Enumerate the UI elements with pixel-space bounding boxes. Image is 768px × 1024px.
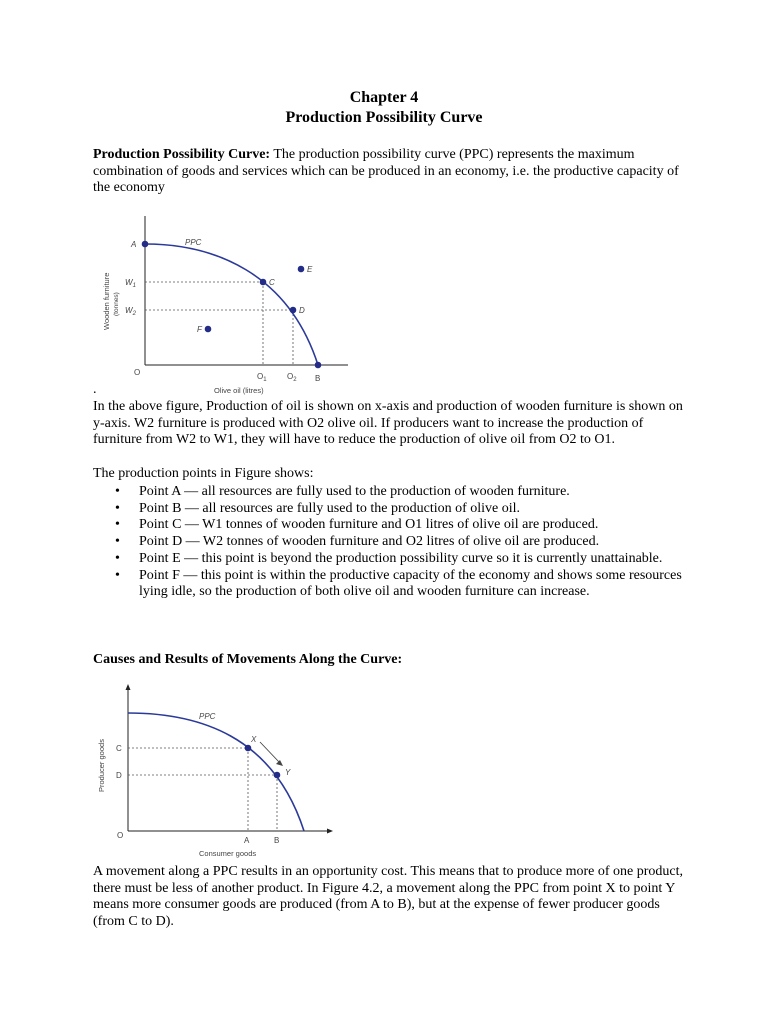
point-a-marker <box>142 241 149 248</box>
w1-tick-label: $W_1$ <box>125 278 136 289</box>
point-x-label: X <box>251 735 257 744</box>
list-item: • Point B — all resources are fully used to the production of olive oil. <box>115 500 521 516</box>
point-x-marker <box>245 745 252 752</box>
page-title: Production Possibility Curve <box>285 109 483 126</box>
origin-label: O <box>117 831 124 840</box>
figure1-caption-dot: . <box>93 382 97 397</box>
point-b-label: B <box>315 374 321 383</box>
point-b-marker <box>315 362 322 369</box>
figure-ppc-consumer-producer <box>93 680 343 862</box>
points-intro: The production points in Figure shows: <box>93 466 314 481</box>
y-axis-title: Producer goods <box>97 739 106 792</box>
bullet-icon: • <box>115 534 120 550</box>
bullet-icon: • <box>115 517 120 533</box>
point-d-marker <box>290 307 297 314</box>
point-a-label: A <box>131 240 137 249</box>
intro-term: Production Possibility Curve: <box>93 147 271 162</box>
origin-label: O <box>134 368 141 377</box>
point-f-marker <box>205 326 212 333</box>
o1-tick-label: $O_1$ <box>257 372 267 383</box>
x-axis-title: Olive oil (litres) <box>214 386 264 395</box>
x-axis-title: Consumer goods <box>199 849 257 858</box>
intro-text: The production possibility curve (PPC) represents the maximum combination of goods and services which can be produced in an economy, i.e. the productive capacity of the economy <box>93 147 679 196</box>
point-y-marker <box>274 772 281 779</box>
list-item: • Point F — this point is within the productive capacity of the economy and shows some resources lying idle, so the production of both olive oil and wooden furniture can increase. <box>115 567 682 600</box>
list-item: • Point D — W2 tonnes of wooden furniture and O2 litres of olive oil are produced. <box>115 534 600 550</box>
section-heading: Causes and Results of Movements Along the Curve: <box>93 652 403 667</box>
ppc-label: PPC <box>185 238 202 247</box>
y-axis-subtitle: (tonnes) <box>113 292 120 316</box>
point-c-label: C <box>269 278 275 287</box>
bullet-icon: • <box>115 500 120 516</box>
list-item: • Point E — this point is beyond the production possibility curve so it is currently unattainable. <box>115 550 663 566</box>
ppc-label: PPC <box>199 712 216 721</box>
point-e-marker <box>298 266 305 273</box>
intro-paragraph <box>93 147 683 197</box>
b-tick-label: B <box>274 836 280 845</box>
bullet-icon: • <box>115 484 120 499</box>
y-axis-title: Wooden furniture <box>102 272 111 330</box>
point-y-label: Y <box>285 768 291 777</box>
c-tick-label: C <box>116 744 122 753</box>
chapter-label: Chapter 4 <box>349 89 419 106</box>
movement-paragraph: A movement along a PPC results in an opportunity cost. This means that to produce more of one product, there must be less of another product. In Figure 4.2, a movement along the PPC from point X to point Y means more consumer goods are produced (from A to B), but at the expense of fewer producer goods (from C to D). <box>93 864 683 930</box>
bullet-icon: • <box>115 550 120 566</box>
o2-tick-label: $O_2$ <box>287 372 297 383</box>
w2-tick-label: $W_2$ <box>125 306 136 317</box>
point-f-label: F <box>197 325 202 334</box>
point-d-label: D <box>299 306 305 315</box>
bullet-icon: • <box>115 567 120 583</box>
figure-ppc-furniture-oil <box>93 212 353 398</box>
a-tick-label: A <box>244 836 250 845</box>
points-list <box>93 484 683 601</box>
explanation-paragraph: In the above figure, Production of oil is shown on x-axis and production of wooden furniture is shown on y-axis. W2 furniture is produced with O2 olive oil. If producers want to increase the production of furniture from W2 to W1, they will have to reduce the production of olive oil from O2 to O1. <box>93 399 683 448</box>
list-item: • Point C — W1 tonnes of wooden furniture and O1 litres of olive oil are produced. <box>115 517 599 533</box>
d-tick-label: D <box>116 771 122 780</box>
list-item: • Point A — all resources are fully used to the production of wooden furniture. <box>115 484 570 499</box>
point-e-label: E <box>307 265 313 274</box>
point-c-marker <box>260 279 267 286</box>
